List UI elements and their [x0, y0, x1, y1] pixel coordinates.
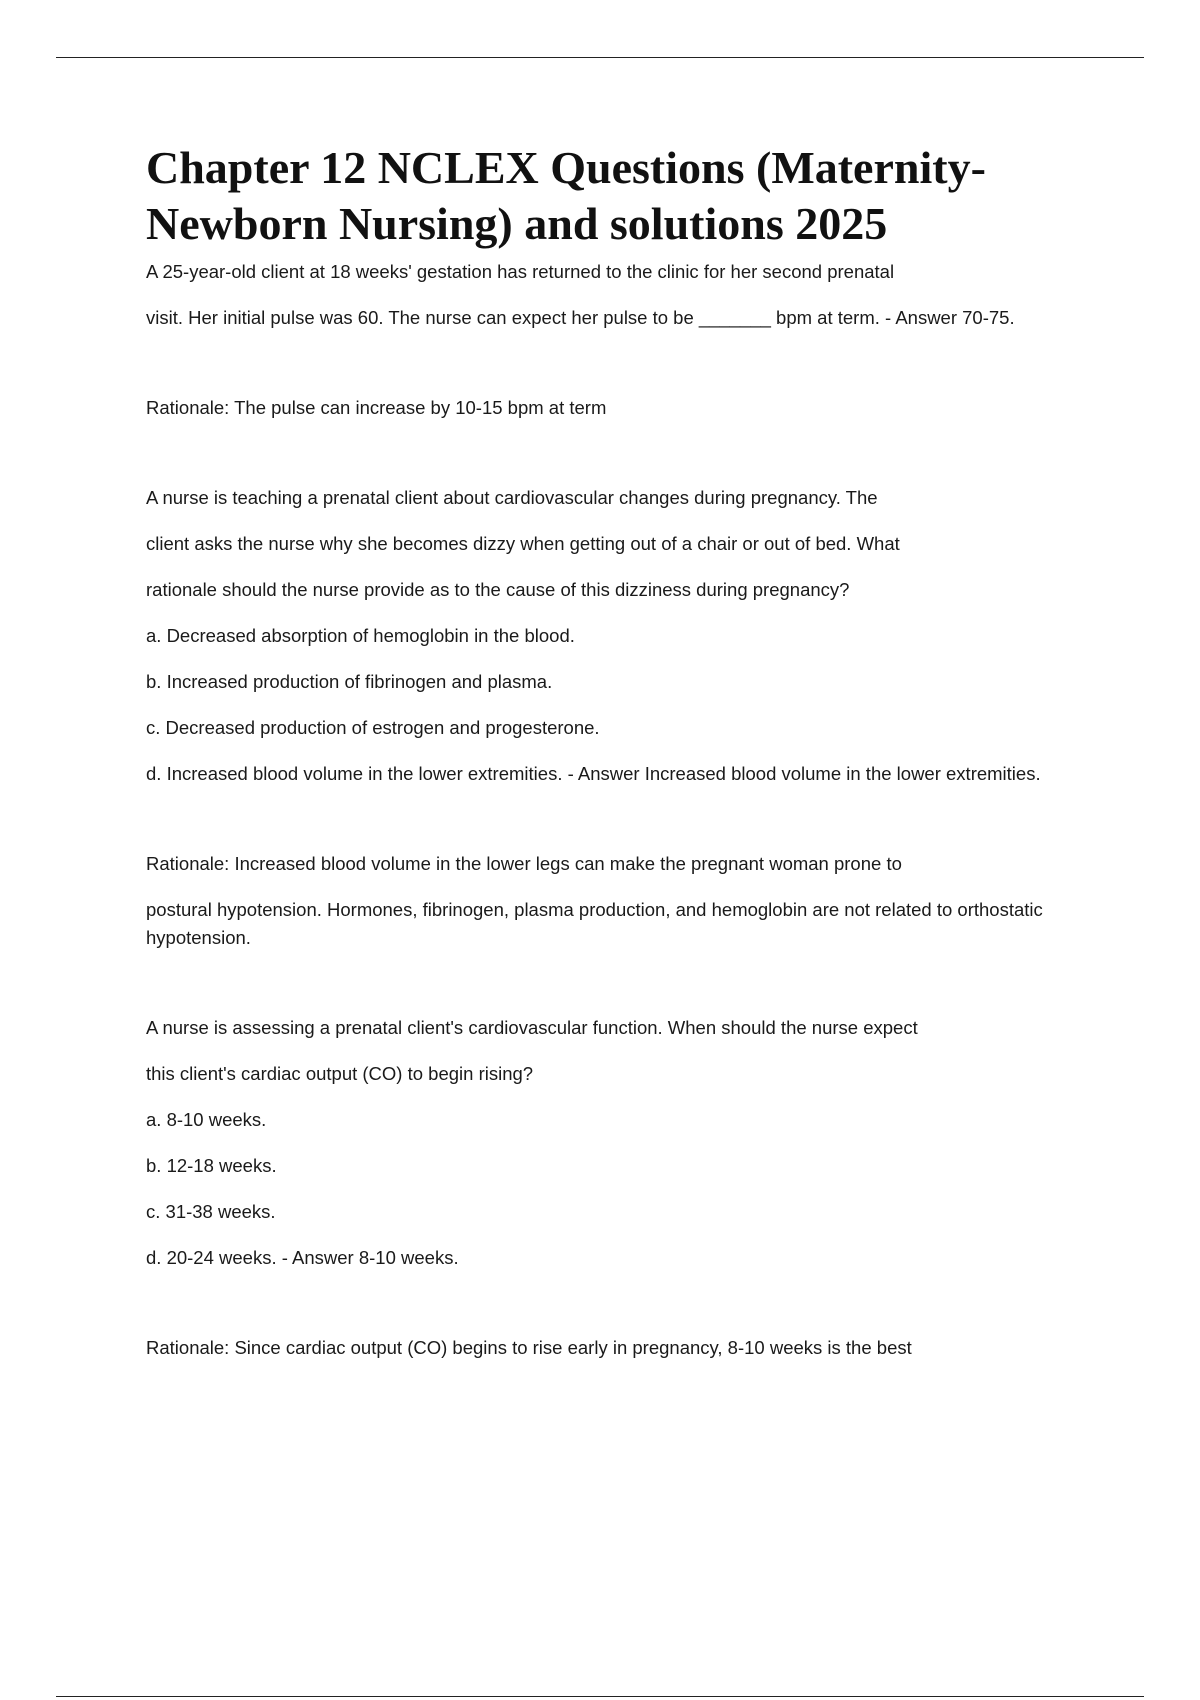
q3-option-d: d. 20-24 weeks. - Answer 8-10 weeks.	[146, 1247, 459, 1268]
q1-text-line1: A 25-year-old client at 18 weeks' gestation has returned to the clinic for her second prenatal	[146, 261, 895, 282]
q3-option-a: a. 8-10 weeks.	[146, 1109, 267, 1130]
q3-option-c: c. 31-38 weeks.	[146, 1201, 276, 1222]
page-title: Chapter 12 NCLEX Questions (Maternity-Newborn Nursing) and solutions 2025	[146, 142, 986, 249]
q3-rationale: Rationale: Since cardiac output (CO) begins to rise early in pregnancy, 8-10 weeks is the best	[146, 1337, 912, 1358]
q2-text-line3: rationale should the nurse provide as to the cause of this dizziness during pregnancy?	[146, 579, 850, 600]
q1-rationale: Rationale: The pulse can increase by 10-15 bpm at term	[146, 397, 607, 418]
bottom-divider	[56, 1696, 1144, 1697]
q2-text-line1: A nurse is teaching a prenatal client about cardiovascular changes during pregnancy. The	[146, 487, 878, 508]
top-divider	[56, 57, 1144, 58]
q3-text-line2: this client's cardiac output (CO) to begin rising?	[146, 1063, 534, 1084]
q2-option-d: d. Increased blood volume in the lower extremities. - Answer Increased blood volume in the lower extremities.	[146, 763, 1041, 784]
q2-option-a: a. Decreased absorption of hemoglobin in the blood.	[146, 625, 575, 646]
q3-option-b: b. 12-18 weeks.	[146, 1155, 277, 1176]
q2-rationale-line1: Rationale: Increased blood volume in the lower legs can make the pregnant woman prone to	[146, 853, 902, 874]
document-body	[146, 140, 1096, 1362]
q2-option-c: c. Decreased production of estrogen and progesterone.	[146, 717, 600, 738]
q3-text-line1: A nurse is assessing a prenatal client's cardiovascular function. When should the nurse expect	[146, 1017, 918, 1038]
q2-text-line2: client asks the nurse why she becomes dizzy when getting out of a chair or out of bed. What	[146, 533, 900, 554]
q2-option-b: b. Increased production of fibrinogen and plasma.	[146, 671, 553, 692]
q1-text-line2: visit. Her initial pulse was 60. The nurse can expect her pulse to be _______ bpm at term. - Answer 70-75.	[146, 307, 1015, 328]
q2-rationale-line2: postural hypotension. Hormones, fibrinogen, plasma production, and hemoglobin are not related to orthostatic hypotension.	[146, 899, 1043, 948]
